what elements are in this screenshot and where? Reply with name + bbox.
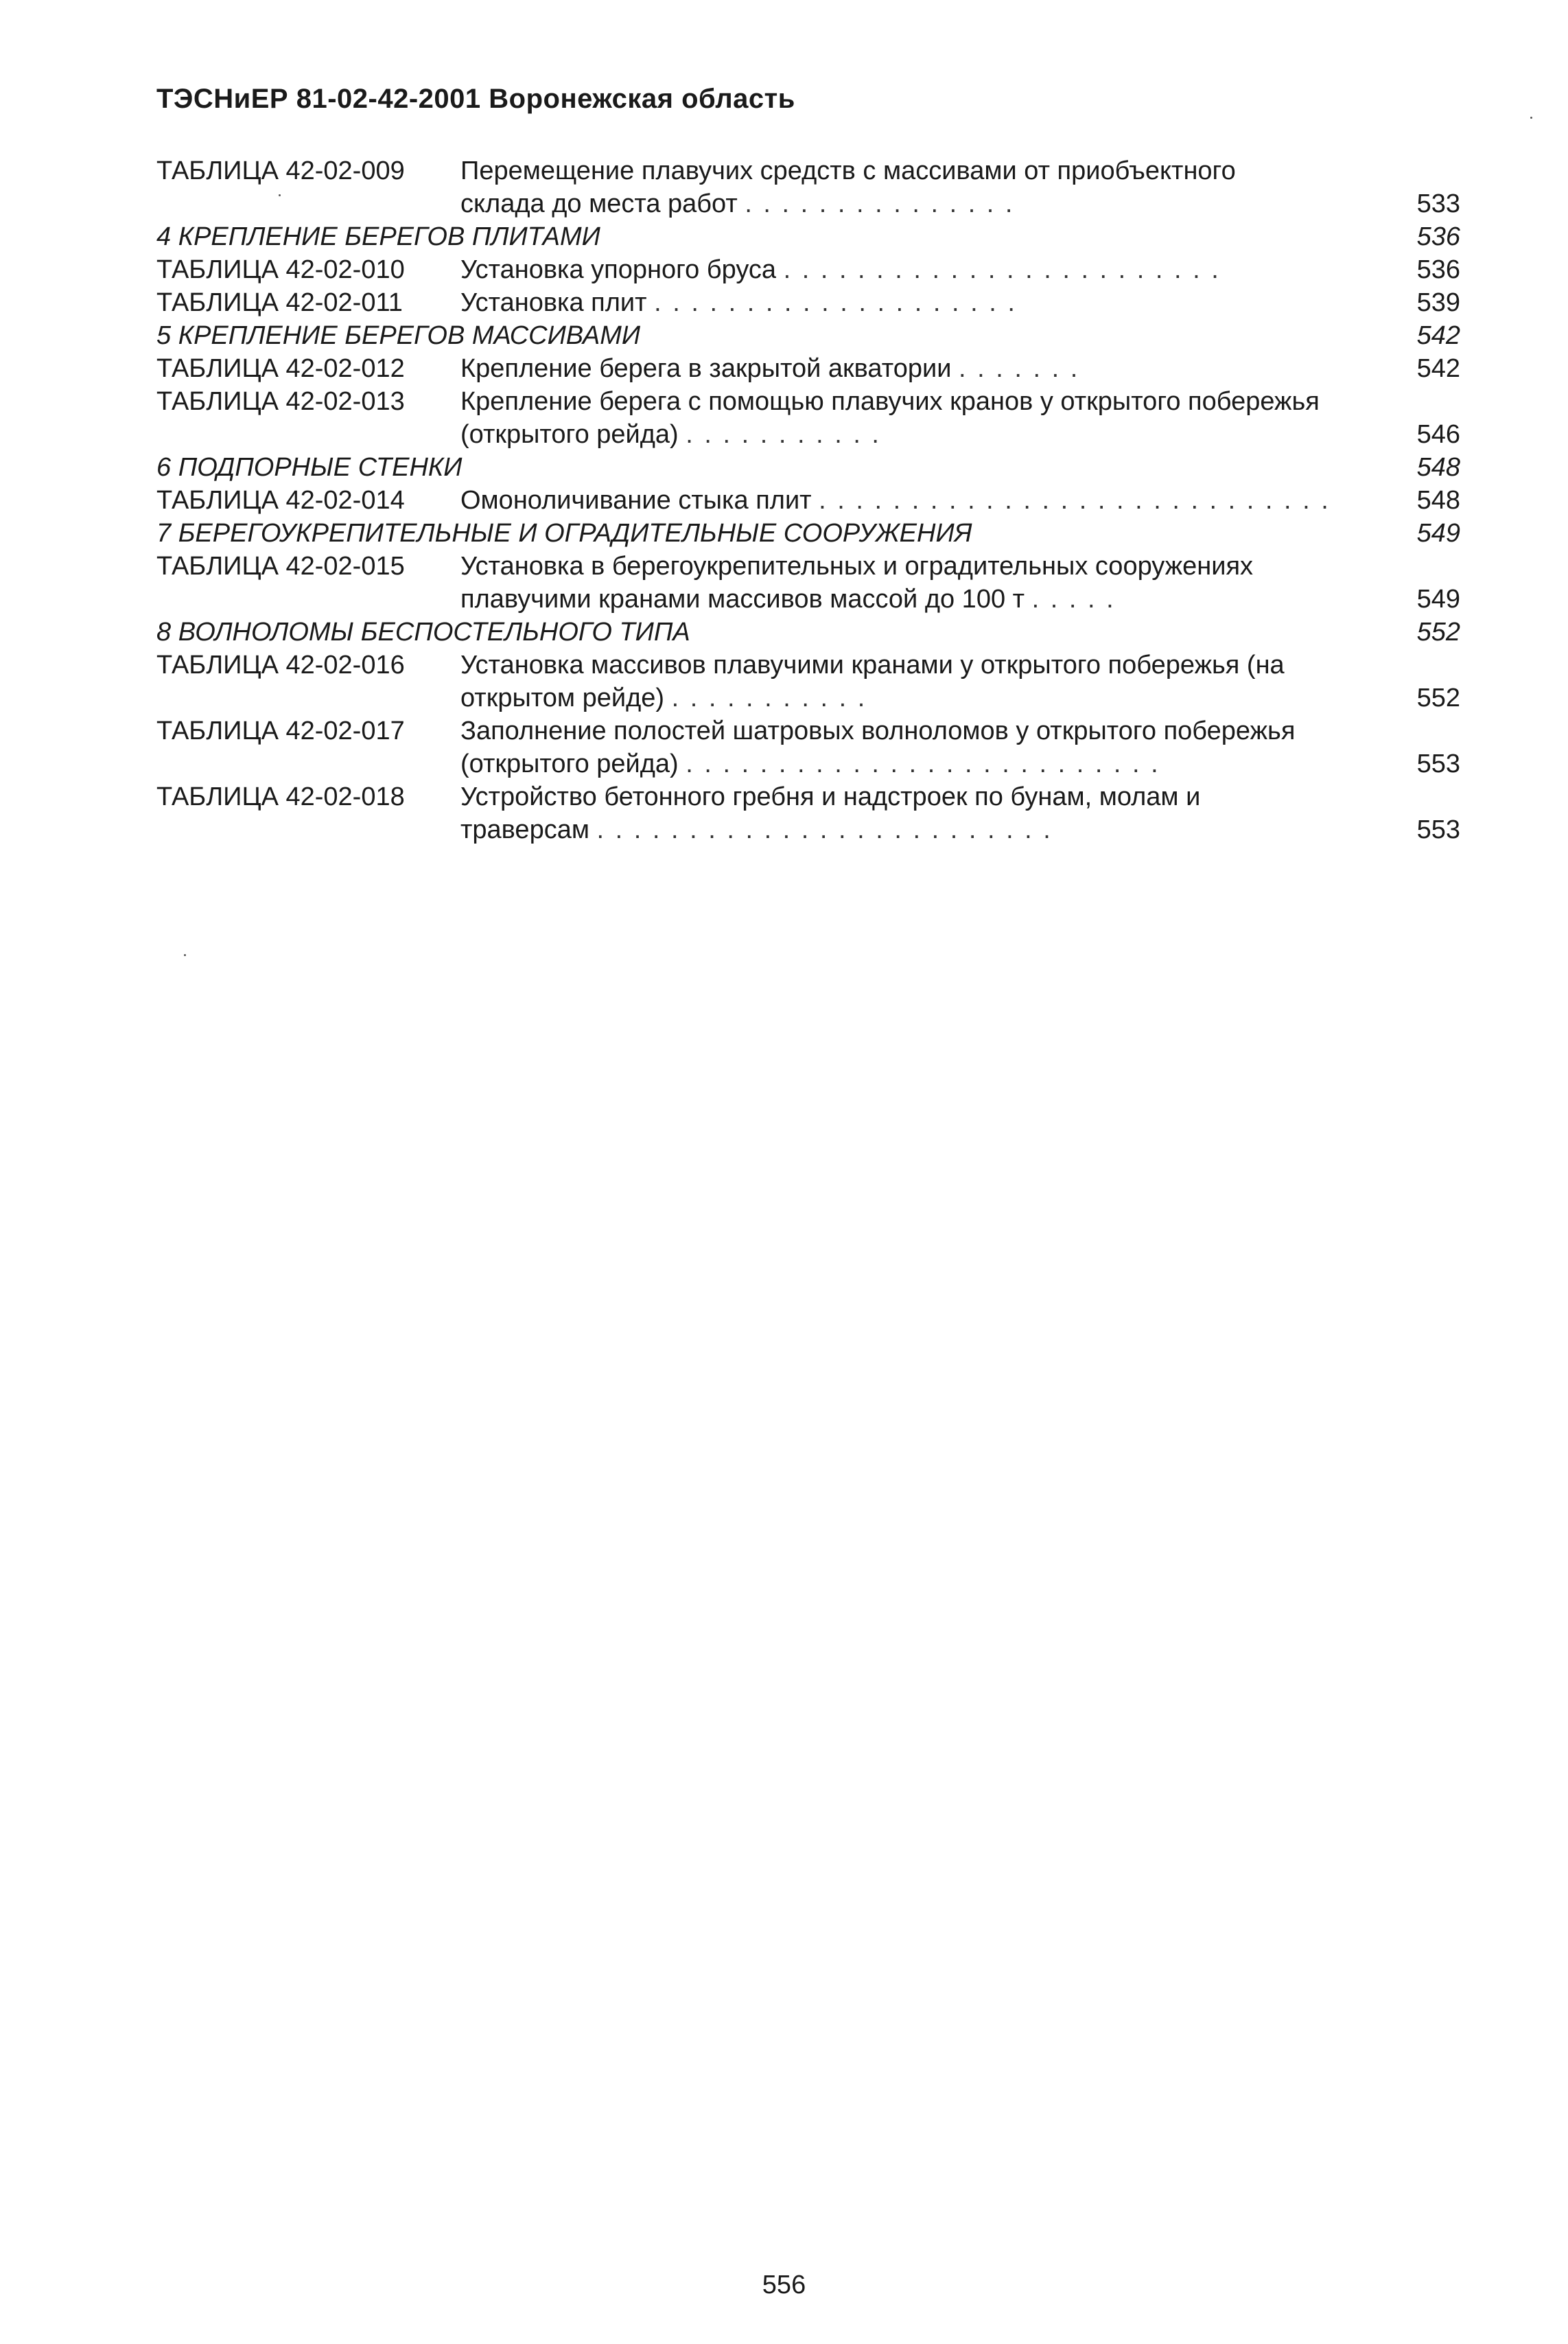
section-page-number: 548 <box>1416 453 1460 482</box>
toc-table-entry <box>156 484 1460 517</box>
toc-section-heading <box>156 319 1460 352</box>
table-label: ТАБЛИЦА 42-02-013 <box>156 387 405 416</box>
section-title: 5 КРЕПЛЕНИЕ БЕРЕГОВ МАССИВАМИ <box>156 321 641 350</box>
table-title-line: Установка плит <box>460 288 647 317</box>
page-number: 556 <box>762 2271 806 2299</box>
section-page-number: 549 <box>1416 519 1460 548</box>
table-label: ТАБЛИЦА 42-02-010 <box>156 255 405 284</box>
table-title-line: Установка упорного бруса <box>460 255 777 284</box>
table-page-number: 553 <box>1416 750 1460 778</box>
scan-speck <box>279 194 281 196</box>
table-label: ТАБЛИЦА 42-02-018 <box>156 782 405 811</box>
table-label: ТАБЛИЦА 42-02-014 <box>156 486 405 515</box>
table-title-line: Устройство бетонного гребня и надстроек по бунам, молам и <box>460 782 1201 811</box>
toc-table-entry <box>156 154 1460 220</box>
section-title: 7 БЕРЕГОУКРЕПИТЕЛЬНЫЕ И ОГРАДИТЕЛЬНЫЕ СООРУЖЕНИЯ <box>156 519 972 548</box>
dot-leader: . . . . . . . . . . . . . . . <box>745 189 1015 218</box>
dot-leader: . . . . . . . . . . . . . . . . . . . . . . . . . <box>596 815 1053 844</box>
section-title: 8 ВОЛНОЛОМЫ БЕСПОСТЕЛЬНОГО ТИПА <box>156 618 690 647</box>
table-title <box>460 352 1380 385</box>
dot-leader: . . . . . . . <box>959 354 1080 383</box>
table-title-line: (открытого рейда) <box>460 420 679 449</box>
toc-table-entry <box>156 253 1460 286</box>
table-title <box>460 286 1380 319</box>
toc-table-entry <box>156 780 1460 846</box>
table-title <box>460 484 1380 517</box>
table-title-line: (открытого рейда) <box>460 750 679 778</box>
table-page-number: 542 <box>1416 354 1460 383</box>
table-page-number: 536 <box>1416 255 1460 284</box>
toc-section-heading <box>156 451 1460 484</box>
table-title <box>460 385 1380 451</box>
table-title-line: Установка массивов плавучими кранами у открытого побережья (на <box>460 651 1285 680</box>
toc-table-entry <box>156 550 1460 616</box>
table-of-contents <box>156 154 1460 846</box>
dot-leader: . . . . . . . . . . . <box>671 684 867 712</box>
table-page-number: 533 <box>1416 189 1460 218</box>
section-title: 6 ПОДПОРНЫЕ СТЕНКИ <box>156 453 463 482</box>
table-page-number: 548 <box>1416 486 1460 515</box>
table-title-line: Крепление берега с помощью плавучих кранов у открытого побережья <box>460 387 1320 416</box>
table-title <box>460 550 1380 616</box>
dot-leader: . . . . . . . . . . . . . . . . . . . . <box>654 288 1017 317</box>
table-title <box>460 253 1380 286</box>
toc-table-entry <box>156 286 1460 319</box>
section-title: 4 КРЕПЛЕНИЕ БЕРЕГОВ ПЛИТАМИ <box>156 222 600 251</box>
toc-section-heading <box>156 517 1460 550</box>
table-title <box>460 154 1380 220</box>
table-title <box>460 649 1380 715</box>
document-header: ТЭСНиЕР 81-02-42-2001 Воронежская область <box>156 84 795 114</box>
table-title-line: открытом рейде) <box>460 684 665 712</box>
section-page-number: 552 <box>1416 618 1460 647</box>
table-title-line: склада до места работ <box>460 189 738 218</box>
scan-speck <box>184 954 186 956</box>
table-title-line: Перемещение плавучих средств с массивами от приобъектного <box>460 156 1236 185</box>
table-page-number: 549 <box>1416 585 1460 614</box>
section-page-number: 542 <box>1416 321 1460 350</box>
dot-leader: . . . . . . . . . . . . . . . . . . . . . . . . . . <box>686 750 1160 778</box>
toc-table-entry <box>156 352 1460 385</box>
toc-section-heading <box>156 616 1460 649</box>
section-page-number: 536 <box>1416 222 1460 251</box>
table-label: ТАБЛИЦА 42-02-016 <box>156 651 405 680</box>
toc-table-entry <box>156 649 1460 715</box>
table-title <box>460 715 1380 780</box>
table-label: ТАБЛИЦА 42-02-011 <box>156 288 403 317</box>
table-title-line: Заполнение полостей шатровых волноломов у открытого побережья <box>460 717 1296 745</box>
toc-table-entry <box>156 715 1460 780</box>
dot-leader: . . . . . . . . . . . . . . . . . . . . . . . . . . . . <box>819 486 1331 515</box>
toc-table-entry <box>156 385 1460 451</box>
table-page-number: 553 <box>1416 815 1460 844</box>
table-title-line: плавучими кранами массивов массой до 100 т <box>460 585 1025 614</box>
table-label: ТАБЛИЦА 42-02-012 <box>156 354 405 383</box>
dot-leader: . . . . . . . . . . . <box>686 420 881 449</box>
dot-leader: . . . . . . . . . . . . . . . . . . . . . . . . <box>783 255 1221 284</box>
dot-leader: . . . . . <box>1031 585 1116 614</box>
table-label: ТАБЛИЦА 42-02-017 <box>156 717 405 745</box>
table-title-line: траверсам <box>460 815 589 844</box>
toc-section-heading <box>156 220 1460 253</box>
table-page-number: 552 <box>1416 684 1460 712</box>
table-title-line: Установка в берегоукрепительных и оградительных сооружениях <box>460 552 1254 581</box>
table-title-line: Крепление берега в закрытой акватории <box>460 354 952 383</box>
scan-speck <box>1530 117 1532 119</box>
table-page-number: 539 <box>1416 288 1460 317</box>
table-title-line: Омоноличивание стыка плит <box>460 486 812 515</box>
table-label: ТАБЛИЦА 42-02-009 <box>156 156 405 185</box>
table-label: ТАБЛИЦА 42-02-015 <box>156 552 405 581</box>
table-page-number: 546 <box>1416 420 1460 449</box>
table-title <box>460 780 1380 846</box>
